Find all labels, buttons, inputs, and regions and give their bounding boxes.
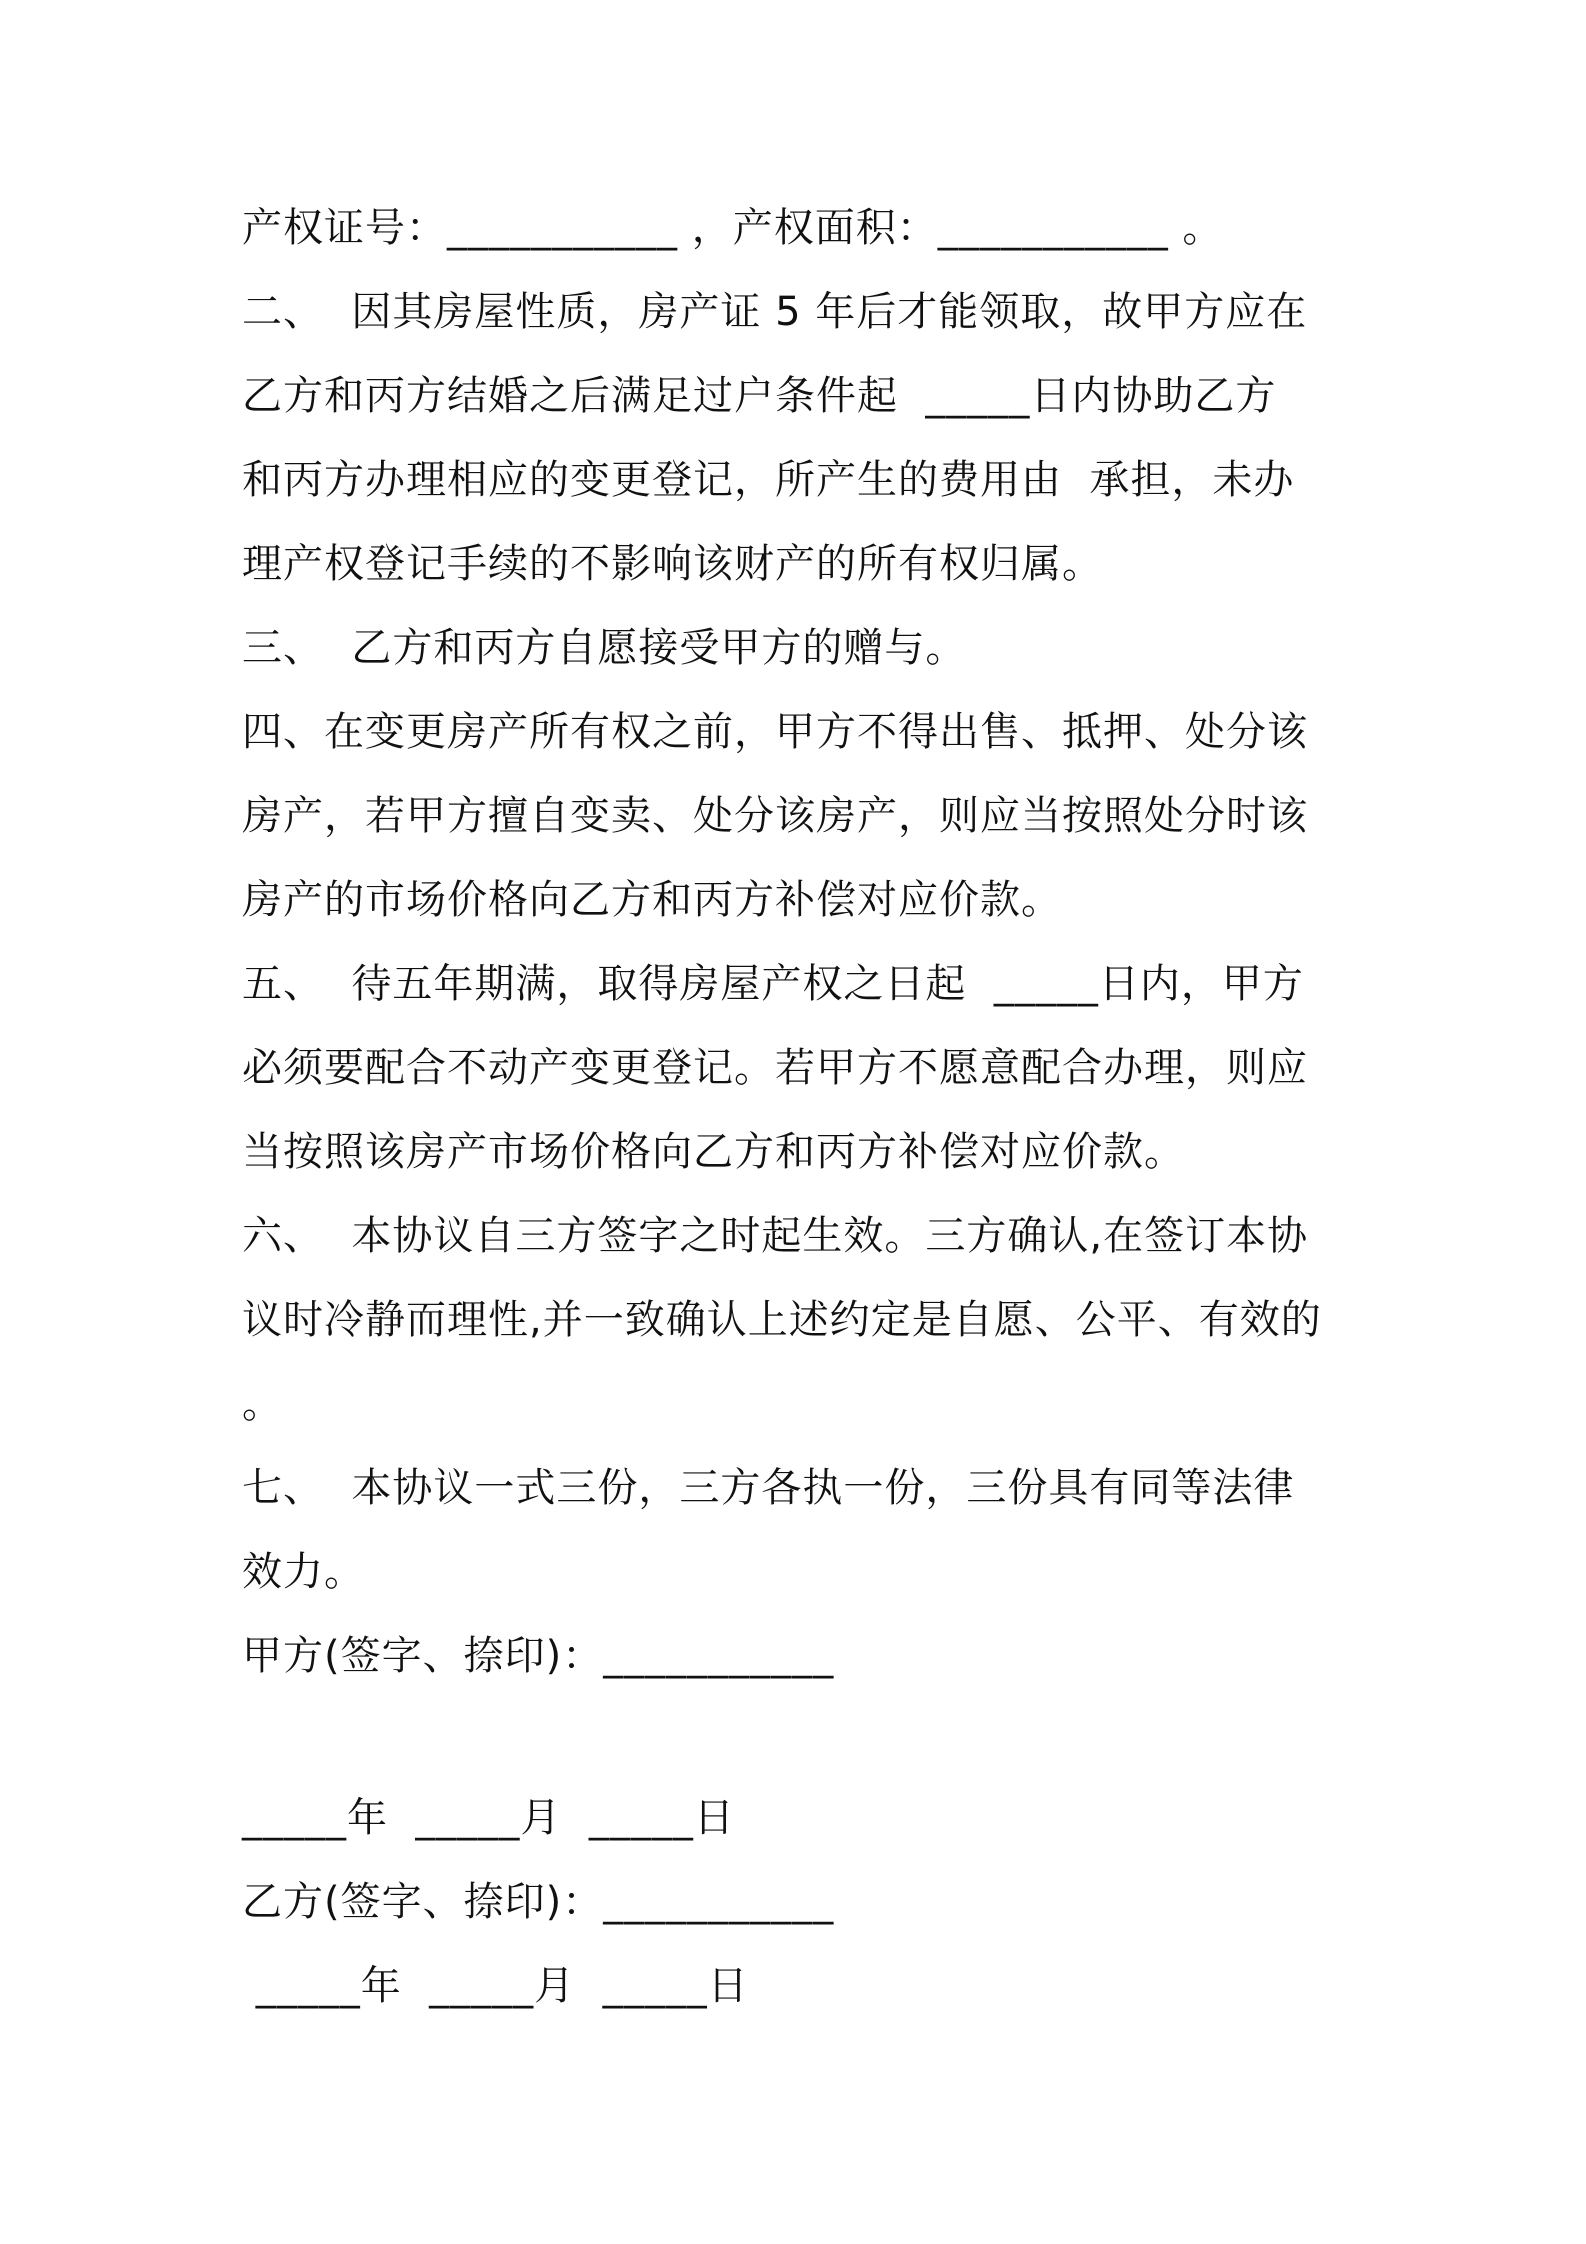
clause-6-line-2: 议时冷静而理性,并一致确认上述约定是自愿、公平、有效的 xyxy=(242,1297,1322,1343)
party-b-signature-line: 乙方(签字、捺印)：___________ xyxy=(242,1879,835,1925)
clause-2-line-2: 乙方和丙方结婚之后满足过户条件起 _____日内协助乙方 xyxy=(242,373,1277,419)
clause-5-line-3: 当按照该房产市场价格向乙方和丙方补偿对应价款。 xyxy=(242,1129,1185,1175)
clause-2-line-1: 二、 因其房屋性质，房产证 5 年后才能领取，故甲方应在 xyxy=(242,289,1308,335)
clause-4-line-2: 房产，若甲方擅自变卖、处分该房产，则应当按照处分时该 xyxy=(242,793,1308,839)
property-certificate-line: 产权证号：___________ ，产权面积：___________ 。 xyxy=(242,205,1224,251)
clause-5-line-1: 五、 待五年期满，取得房屋产权之日起 _____日内，甲方 xyxy=(242,961,1304,1007)
party-a-signature-line: 甲方(签字、捺印)：___________ xyxy=(242,1633,835,1679)
clause-7-line-1: 七、 本协议一式三份，三方各执一份，三份具有同等法律 xyxy=(242,1465,1295,1511)
clause-2-line-3: 和丙方办理相应的变更登记，所产生的费用由 承担，未办 xyxy=(242,457,1295,503)
party-a-date-line: _____年 _____月 _____日 xyxy=(242,1795,735,1841)
clause-5-line-2: 必须要配合不动产变更登记。若甲方不愿意配合办理，则应 xyxy=(242,1045,1308,1091)
clause-3-line-1: 三、 乙方和丙方自愿接受甲方的赠与。 xyxy=(242,625,967,671)
clause-6-line-1: 六、 本协议自三方签字之时起生效。三方确认,在签订本协 xyxy=(242,1213,1309,1259)
clause-2-line-4: 理产权登记手续的不影响该财产的所有权归属。 xyxy=(242,541,1103,587)
clause-4-line-3: 房产的市场价格向乙方和丙方补偿对应价款。 xyxy=(242,877,1062,923)
clause-4-line-1: 四、在变更房产所有权之前，甲方不得出售、抵押、处分该 xyxy=(242,709,1308,755)
clause-7-line-2: 效力。 xyxy=(242,1549,365,1595)
clause-6-line-3: 。 xyxy=(242,1381,283,1427)
party-b-date-line: _____年 _____月 _____日 xyxy=(242,1963,749,2009)
